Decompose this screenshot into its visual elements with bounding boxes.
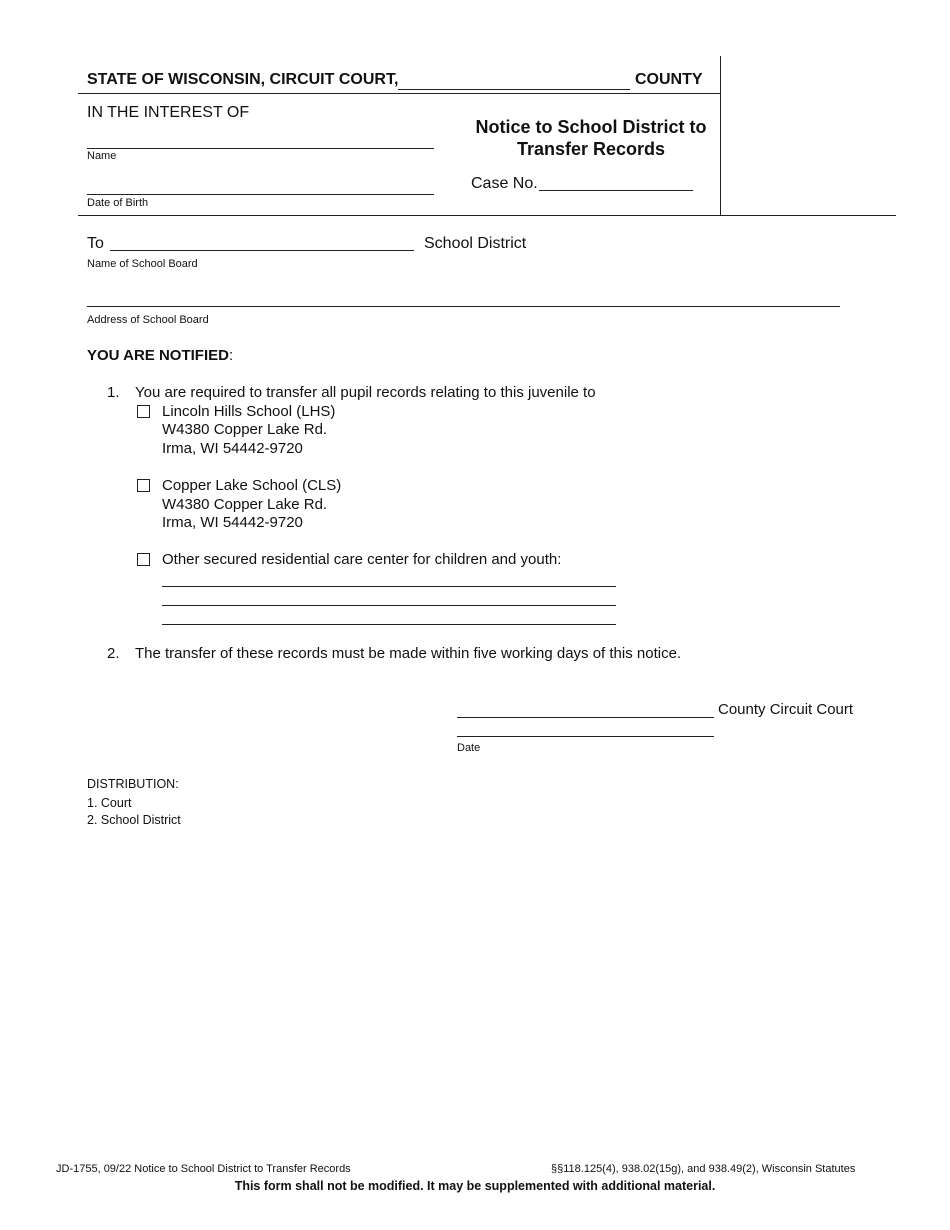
option-address-line1: W4380 Copper Lake Rd. xyxy=(162,496,328,513)
footer-notice: This form shall not be modified. It may be supplemented with additional material. xyxy=(234,1179,716,1193)
form-title xyxy=(452,116,730,160)
option-name: Other secured residential care center for children and youth: xyxy=(162,551,562,568)
item1-text: You are required to transfer all pupil records relating to this juvenile to xyxy=(135,384,596,401)
form-title-line2: Transfer Records xyxy=(516,139,666,159)
option-name: Copper Lake School (CLS) xyxy=(162,477,342,494)
form-title-line1: Notice to School District to xyxy=(475,117,707,137)
other-center-checkbox[interactable] xyxy=(137,553,150,566)
item1-number: 1. xyxy=(107,384,120,401)
court-label: STATE OF WISCONSIN, CIRCUIT COURT, xyxy=(87,71,399,88)
case-no-field[interactable] xyxy=(539,190,693,191)
header-divider xyxy=(78,93,720,94)
notified-colon: : xyxy=(228,347,234,364)
name-label: Name xyxy=(87,150,117,162)
header-bottom-divider xyxy=(78,215,896,216)
item2-text: The transfer of these records must be made within five working days of this notice. xyxy=(135,645,682,662)
notified-label: YOU ARE NOTIFIED xyxy=(87,347,229,364)
county-court-field[interactable] xyxy=(457,717,714,718)
date-field[interactable] xyxy=(457,736,714,737)
option-address-line2: Irma, WI 54442-9720 xyxy=(162,440,303,457)
item2-number: 2. xyxy=(107,645,120,662)
other-center-field-line3[interactable] xyxy=(162,624,616,625)
option-name: Lincoln Hills School (LHS) xyxy=(162,403,336,420)
statutes: §§118.125(4), 938.02(15g), and 938.49(2), Wisconsin Statutes xyxy=(551,1163,856,1175)
school-board-address-field[interactable] xyxy=(87,306,840,307)
case-no-label: Case No. xyxy=(471,175,538,192)
county-circuit-court-label: County Circuit Court xyxy=(718,701,854,718)
option-address-line2: Irma, WI 54442-9720 xyxy=(162,514,303,531)
other-center-field-line1[interactable] xyxy=(162,586,616,587)
notified-heading xyxy=(87,347,233,364)
option-address-line1: W4380 Copper Lake Rd. xyxy=(162,421,328,438)
form-id: JD-1755, 09/22 Notice to School District to Transfer Records xyxy=(56,1163,351,1175)
date-label: Date xyxy=(457,742,481,754)
to-label: To xyxy=(87,235,104,252)
school-board-name-label: Name of School Board xyxy=(87,258,198,270)
distribution-item: 2. School District xyxy=(87,813,181,827)
lincoln-hills-checkbox[interactable] xyxy=(137,405,150,418)
school-board-address-label: Address of School Board xyxy=(87,314,209,326)
dob-label: Date of Birth xyxy=(87,197,149,209)
county-name-field[interactable] xyxy=(398,89,630,90)
other-center-field-line2[interactable] xyxy=(162,605,616,606)
school-board-name-field[interactable] xyxy=(110,250,414,251)
name-field[interactable] xyxy=(87,148,434,149)
school-district-label: School District xyxy=(424,235,527,252)
interest-label: IN THE INTEREST OF xyxy=(87,104,250,121)
copper-lake-checkbox[interactable] xyxy=(137,479,150,492)
distribution-item: 1. Court xyxy=(87,796,132,810)
county-label: COUNTY xyxy=(635,71,703,88)
distribution-title: DISTRIBUTION: xyxy=(87,777,179,791)
dob-field[interactable] xyxy=(87,194,434,195)
